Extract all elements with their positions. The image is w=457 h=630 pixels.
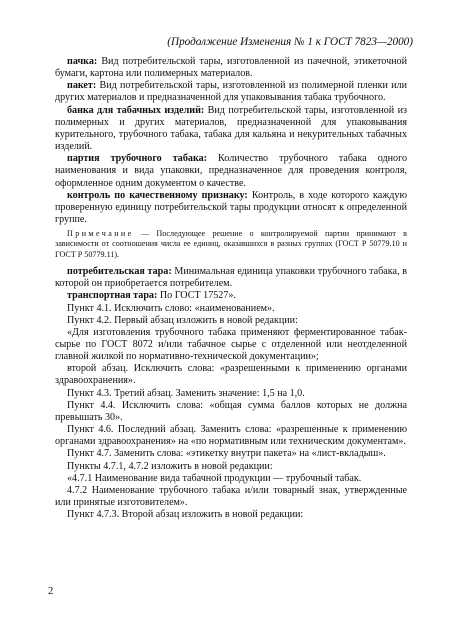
page-number: 2 — [48, 586, 54, 597]
note — [55, 229, 407, 260]
term: банка для табачных изделий: — [67, 104, 205, 116]
definition-paragraph — [55, 105, 407, 154]
amendment-paragraph: 4.7.2 Наименование трубочного табака и/или товарный знак, утвержденные или принятые изготовителем». — [55, 484, 407, 509]
definition: Контроль, в ходе которого каждую проверенную единицу потребительской тары продукции относят к определенной группе. — [55, 189, 407, 226]
definition-paragraph — [55, 153, 407, 189]
running-header: (Продолжение Изменения № 1 к ГОСТ 7823—2000) — [167, 36, 413, 48]
amendment-paragraph: Пункты 4.7.1, 4.7.2 изложить в новой редакции: — [67, 460, 273, 472]
definition-paragraph — [55, 190, 407, 226]
body-text — [55, 56, 407, 521]
note-text: — Последующее решение о контролируемой партии принимают в зависимости от соотношения числа ее единиц, оказавшихся в разных группах (ГОСТ Р 50779.10 и ГОСТ Р 50779.11). — [55, 229, 407, 259]
amendment-paragraph: Пункт 4.7.3. Второй абзац изложить в новой редакции: — [67, 509, 304, 521]
amendment-paragraph: «4.7.1 Наименование вида табачной продукции — трубочный табак. — [67, 472, 362, 484]
amendment-paragraph: Пункт 4.3. Третий абзац. Заменить значение: 1,5 на 1,0. — [67, 387, 305, 399]
definition-paragraph — [55, 290, 407, 302]
definition: Вид потребительской тары, изготовленной из полимерной пленки или других материалов и предназначенной для упаковывания табака трубочного. — [55, 80, 407, 104]
amendment-paragraph: второй абзац. Исключить слова: «разрешенными к применению органами здравоохранения». — [55, 363, 407, 387]
term: потребительская тара: — [67, 266, 172, 278]
definition-paragraph — [55, 80, 407, 104]
definition: Минимальная единица упаковки трубочного табака, в которой он приобретается потребителем. — [55, 266, 407, 290]
amendment-paragraph: «Для изготовления трубочного табака применяют ферментированное табак-сырье по ГОСТ 8072 и/или табачное сырье с отделенной или неотделенной главной жилкой по нормативно-технической документации»; — [55, 326, 407, 363]
note-label: Примечание — [67, 229, 134, 239]
definition: Количество трубочного табака одного наименования и вида упаковки, предназначенное для проведения контроля, оформленное одним документом о качестве. — [55, 153, 408, 189]
definition: Вид потребительской тары, изготовленной из полимерных и других материалов, предназначенной для упаковывания курительного, трубочного табака, табака для кальяна и некурительных табачных изделий. — [55, 104, 408, 153]
term: контроль по качественному признаку: — [67, 189, 248, 201]
amendment-paragraph: Пункт 4.1. Исключить слово: «наименованием». — [67, 302, 275, 314]
amendment-paragraph: Пункт 4.4. Исключить слова: «общая сумма баллов которых не должна превышать 30». — [55, 399, 407, 423]
term: партия трубочного табака: — [67, 153, 208, 165]
definition: По ГОСТ 17527». — [157, 290, 236, 302]
term: пачка: — [67, 56, 98, 67]
definition: Вид потребительской тары, изготовленной из пачечной, этикеточной бумаги, картона или полимерных материалов. — [55, 56, 407, 80]
term: пакет: — [67, 80, 97, 92]
definition-paragraph — [55, 266, 407, 290]
definition-paragraph — [55, 56, 407, 80]
amendment-paragraph: Пункт 4.6. Последний абзац. Заменить слова: «разрешенные к применению органами здравоохранения» на «по нормативным или техническим документам». — [55, 424, 407, 448]
amendment-paragraph: Пункт 4.2. Первый абзац изложить в новой редакции: — [67, 314, 298, 326]
term: транспортная тара: — [67, 290, 158, 302]
amendment-paragraph: Пункт 4.7. Заменить слова: «этикетку внутри пакета» на «лист-вкладыш». — [67, 448, 386, 460]
